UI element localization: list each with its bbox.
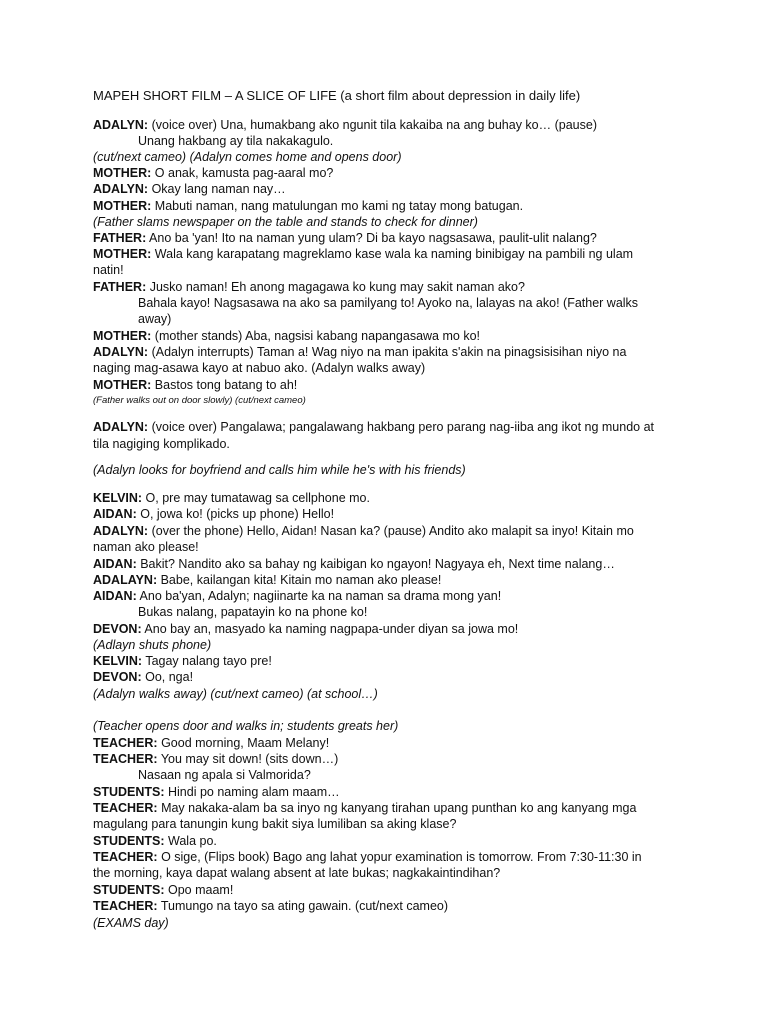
stage-direction <box>93 149 402 165</box>
line-text: O anak, kamusta pag-aaral mo? <box>151 166 334 180</box>
line-text: Oo, nga! <box>141 670 194 684</box>
stage-direction <box>93 393 306 409</box>
line-text: Jusko naman! Eh anong magagawa ko kung may sakit naman ako? <box>146 280 525 294</box>
line-text: (Adalyn looks for boyfriend and calls him while he's with his friends) <box>93 463 466 477</box>
line-text: Bastos tong batang to ah! <box>151 378 298 392</box>
line-text: You may sit down! (sits down…) <box>157 752 339 766</box>
stage-direction <box>93 718 398 734</box>
speaker-name: AIDAN: <box>93 507 137 521</box>
line-text: Bahala kayo! Nagsasawa na ako sa pamilyang to! Ayoko na, lalayas na ako! (Father walks <box>138 296 639 310</box>
speaker-name: MOTHER: <box>93 329 152 343</box>
line-text: (EXAMS day) <box>93 916 169 930</box>
line-text: naman ako please! <box>93 540 199 554</box>
speaker-name: ADALYN: <box>93 420 149 434</box>
dialogue-line <box>93 436 230 452</box>
speaker-name: TEACHER: <box>93 899 158 913</box>
dialogue-line <box>93 262 124 278</box>
dialogue-line <box>93 279 525 295</box>
speaker-name: FATHER: <box>93 231 147 245</box>
dialogue-line <box>93 360 425 376</box>
stage-direction <box>93 214 478 230</box>
line-text: Hindi po naming alam maam… <box>164 785 340 799</box>
line-text: Wala po. <box>164 834 217 848</box>
dialogue-line <box>93 165 333 181</box>
dialogue-line <box>93 117 597 133</box>
line-text: Ano bay an, masyado ka naming nagpapa-under diyan sa jowa mo! <box>141 622 519 636</box>
speaker-name: KELVIN: <box>93 654 143 668</box>
line-text: (Father slams newspaper on the table and stands to check for dinner) <box>93 215 478 229</box>
dialogue-line <box>93 181 286 197</box>
line-text: magulang para tanungin kung bakit siya lumiliban sa aking klase? <box>93 817 457 831</box>
line-text: natin! <box>93 263 124 277</box>
speaker-name: TEACHER: <box>93 736 158 750</box>
line-text: Unang hakbang ay tila nakakagulo. <box>138 134 334 148</box>
dialogue-line <box>93 572 441 588</box>
dialogue-line <box>138 133 333 149</box>
speaker-name: ADALYN: <box>93 182 149 196</box>
dialogue-line <box>93 506 334 522</box>
line-text: Good morning, Maam Melany! <box>157 736 330 750</box>
dialogue-line <box>93 490 370 506</box>
line-text: Opo maam! <box>164 883 234 897</box>
line-text: (voice over) Pangalawa; pangalawang hakbang pero parang nag-iiba ang ikot ng mundo at <box>148 420 655 434</box>
line-text: away) <box>138 312 172 326</box>
dialogue-line <box>138 767 311 783</box>
dialogue-line <box>93 328 480 344</box>
speaker-name: ADALYN: <box>93 524 149 538</box>
line-text: O, pre may tumatawag sa cellphone mo. <box>142 491 370 505</box>
stage-direction <box>93 637 211 653</box>
line-text: (mother stands) Aba, nagsisi kabang napangasawa mo ko! <box>151 329 480 343</box>
dialogue-line <box>93 898 448 914</box>
stage-direction <box>93 462 466 478</box>
line-text: naging mag-asawa kayo at nabuo ako. (Adalyn walks away) <box>93 361 426 375</box>
line-text: May nakaka-alam ba sa inyo ng kanyang tirahan upang punthan ko ang kanyang mga <box>157 801 637 815</box>
dialogue-line <box>93 751 338 767</box>
line-text: Nasaan ng apala si Valmorida? <box>138 768 311 782</box>
dialogue-line <box>93 230 597 246</box>
line-text: Okay lang naman nay… <box>148 182 286 196</box>
dialogue-line <box>93 833 217 849</box>
line-text: (Father walks out on door slowly) (cut/next cameo) <box>93 395 306 406</box>
dialogue-line <box>93 419 654 435</box>
line-text: (cut/next cameo) (Adalyn comes home and opens door) <box>93 150 402 164</box>
speaker-name: ADALYN: <box>93 345 149 359</box>
line-text: (Adlayn shuts phone) <box>93 638 212 652</box>
speaker-name: TEACHER: <box>93 801 158 815</box>
line-text: the morning, kaya dapat walang absent at late bukas; nagkakaintindihan? <box>93 866 501 880</box>
dialogue-line <box>93 523 634 539</box>
speaker-name: FATHER: <box>93 280 147 294</box>
speaker-name: MOTHER: <box>93 199 152 213</box>
dialogue-line <box>93 669 193 685</box>
dialogue-line <box>93 784 340 800</box>
dialogue-line <box>93 344 626 360</box>
dialogue-line <box>93 588 501 604</box>
speaker-name: DEVON: <box>93 622 142 636</box>
dialogue-line <box>93 816 456 832</box>
speaker-name: STUDENTS: <box>93 834 165 848</box>
stage-direction <box>93 686 378 702</box>
dialogue-line <box>93 198 523 214</box>
dialogue-line <box>93 882 233 898</box>
dialogue-line <box>93 556 615 572</box>
dialogue-line <box>93 621 518 637</box>
dialogue-line <box>138 604 367 620</box>
line-text: Tumungo na tayo sa ating gawain. (cut/next cameo) <box>157 899 449 913</box>
line-text: (Adalyn walks away) (cut/next cameo) (at school…) <box>93 687 378 701</box>
line-text: O sige, (Flips book) Bago ang lahat yopur examination is tomorrow. From 7:30-11:30 in <box>157 850 642 864</box>
line-text: Mabuti naman, nang matulungan mo kami ng tatay mong batugan. <box>151 199 524 213</box>
line-text: (Teacher opens door and walks in; students greats her) <box>93 719 399 733</box>
speaker-name: AIDAN: <box>93 589 137 603</box>
line-text: (Adalyn interrupts) Taman a! Wag niyo na man ipakita s'akin na pinagsisisihan niyo na <box>148 345 627 359</box>
dialogue-line <box>93 849 642 865</box>
dialogue-line <box>93 377 297 393</box>
line-text: Ano ba'yan, Adalyn; nagiinarte ka na naman sa drama mong yan! <box>136 589 502 603</box>
speaker-name: AIDAN: <box>93 557 137 571</box>
speaker-name: ADALYN: <box>93 118 149 132</box>
dialogue-line <box>93 735 329 751</box>
dialogue-line <box>93 800 636 816</box>
speaker-name: TEACHER: <box>93 752 158 766</box>
speaker-name: STUDENTS: <box>93 883 165 897</box>
dialogue-line <box>138 311 171 327</box>
line-text: Bakit? Nandito ako sa bahay ng kaibigan ko ngayon! Nagyaya eh, Next time nalang… <box>136 557 615 571</box>
line-text: (voice over) Una, humakbang ako ngunit tila kakaiba na ang buhay ko… (pause) <box>148 118 597 132</box>
line-text: tila nagiging komplikado. <box>93 437 230 451</box>
line-text: Babe, kailangan kita! Kitain mo naman ako please! <box>157 573 442 587</box>
speaker-name: MOTHER: <box>93 247 152 261</box>
dialogue-line <box>93 865 500 881</box>
speaker-name: KELVIN: <box>93 491 143 505</box>
speaker-name: ADALAYN: <box>93 573 158 587</box>
document-title: MAPEH SHORT FILM – A SLICE OF LIFE (a short film about depression in daily life) <box>93 88 581 103</box>
stage-direction <box>93 915 169 931</box>
dialogue-line <box>93 246 633 262</box>
line-text: Wala kang karapatang magreklamo kase wala ka naming binibigay na pambili ng ulam <box>151 247 634 261</box>
line-text: O, jowa ko! (picks up phone) Hello! <box>136 507 335 521</box>
speaker-name: STUDENTS: <box>93 785 165 799</box>
speaker-name: DEVON: <box>93 670 142 684</box>
line-text: Tagay nalang tayo pre! <box>142 654 272 668</box>
speaker-name: TEACHER: <box>93 850 158 864</box>
speaker-name: MOTHER: <box>93 378 152 392</box>
speaker-name: MOTHER: <box>93 166 152 180</box>
line-text: Ano ba 'yan! Ito na naman yung ulam? Di ba kayo nagsasawa, paulit-ulit nalang? <box>146 231 597 245</box>
dialogue-line <box>93 653 272 669</box>
line-text: (over the phone) Hello, Aidan! Nasan ka? (pause) Andito ako malapit sa inyo! Kitain mo <box>148 524 634 538</box>
dialogue-line <box>93 539 199 555</box>
dialogue-line <box>138 295 638 311</box>
line-text: Bukas nalang, papatayin ko na phone ko! <box>138 605 368 619</box>
